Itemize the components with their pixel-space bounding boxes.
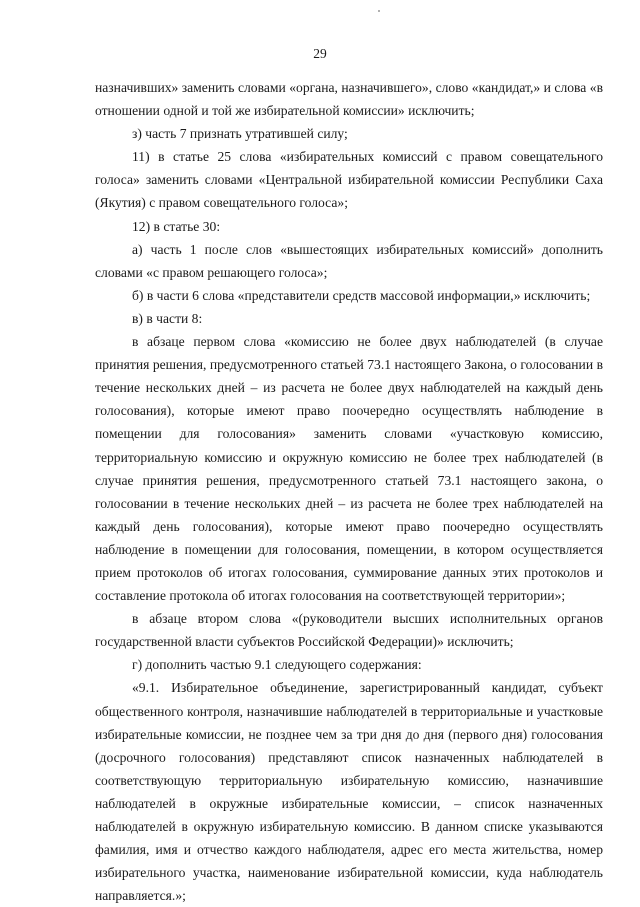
paragraph-item-b: б) в части 6 слова «представители средств массовой информации,» исключить; [132,287,591,303]
scan-speck [378,10,380,12]
paragraph-item-z: з) часть 7 признать утратившей силу; [132,126,348,142]
document-body [95,76,603,907]
paragraph-continuation: назначивших» заменить словами «органа, назначившего», слово «кандидат,» и слова «в отношении одной и той же избирательной комиссии» исключить; [95,80,603,119]
page-number: 29 [313,46,327,61]
paragraph-item-g: г) дополнить частью 9.1 следующего содержания: [132,657,422,673]
paragraph-abzac-first: в абзаце первом слова «комиссию не более двух наблюдателей (в случае принятия решения, предусмотренного статьей 73.1 настоящего Закона, о голосовании в течение нескольких дней – из расчета не более двух наблюдателей на каждый день голосования), которые имеют право поочередно осуществлять наблюдение в помещении для голосования» заменить словами «участковую комиссию, территориальную комиссию и окружную комиссию не более трех наблюдателей (в случае принятия решения, предусмотренного статьей 73.1 настоящего закона, о голосовании в течение нескольких дней – из расчета не более трех наблюдателей на каждый день голосования), которые имеют право поочередно осуществлять наблюдение в помещении для голосования, помещении, в котором осуществляется прием протоколов об итогах голосования, суммирование данных этих протоколов и составление протокола об итогах голосования на соответствующей территории»; [95,334,603,604]
paragraph-abzac-second: в абзаце втором слова «(руководители высших исполнительных органов государственной власти субъектов Российской Федерации)» исключить; [95,611,603,650]
paragraph-item-v: в) в части 8: [132,310,203,326]
paragraph-item-12: 12) в статье 30: [132,218,221,234]
paragraph-item-a: а) часть 1 после слов «вышестоящих избирательных комиссий» дополнить словами «с правом решающего голоса»; [95,241,603,280]
paragraph-part-9-1: «9.1. Избирательное объединение, зарегистрированный кандидат, субъект общественного контроля, назначившие наблюдателей в территориальные и участковые избирательные комиссии, не позднее чем за три дня до дня (первого дня) голосования (досрочного голосования) представляют список назначенных наблюдателей в соответствующую территориальную избирательную комиссию, назначившие наблюдателей в окружные избирательные комиссии, – список назначенных наблюдателей в окружную избирательную комиссию. В данном списке указываются фамилия, имя и отчество каждого наблюдателя, адрес его места жительства, номер избирательного участка, наименование избирательной комиссии, куда наблюдатель направляется.»; [95,680,603,904]
paragraph-item-11: 11) в статье 25 слова «избирательных комиссий с правом совещательного голоса» заменить словами «Центральной избирательной комиссии Республики Саха (Якутия) с правом совещательного голоса»; [95,149,603,211]
